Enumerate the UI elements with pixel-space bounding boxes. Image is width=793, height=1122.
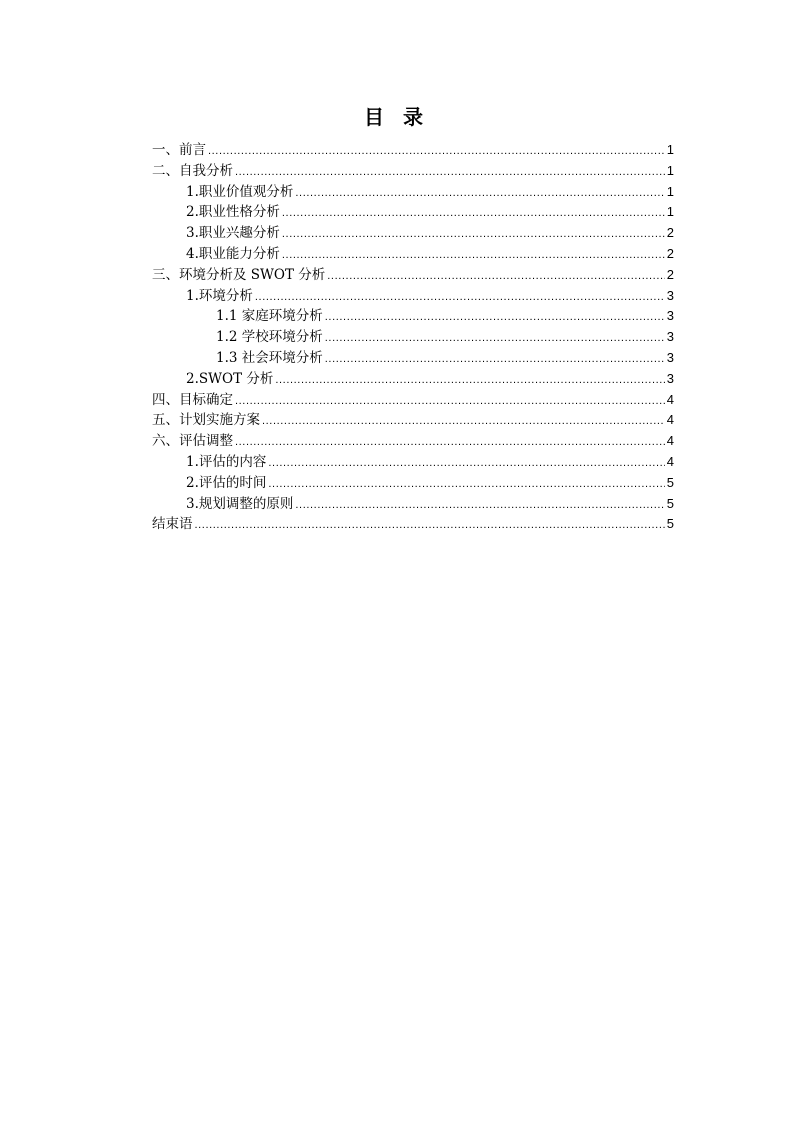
toc-title: 目 录 <box>364 105 429 129</box>
toc-entry-page-number: 5 <box>666 474 674 490</box>
toc-dot-leader <box>295 183 664 204</box>
toc-entry-page-number: 2 <box>666 225 674 241</box>
toc-dot-leader <box>235 432 665 453</box>
toc-entry-page-number: 4 <box>666 453 674 469</box>
toc-dot-leader <box>275 370 664 391</box>
toc-entry-page-number: 5 <box>666 495 674 511</box>
toc-entry[interactable] <box>152 286 674 307</box>
toc-dot-leader <box>268 474 664 495</box>
toc-entry-label: 六、评估调整 <box>152 433 233 450</box>
toc-entry-label: 1.评估的内容 <box>186 453 267 470</box>
toc-entry-page-number: 2 <box>666 266 674 282</box>
toc-entry[interactable] <box>152 161 674 182</box>
toc-dot-leader <box>195 515 665 536</box>
toc-entry-label: 1.3 社会环境分析 <box>216 349 323 366</box>
toc-entry[interactable] <box>152 514 674 535</box>
toc-entry-page-number: 2 <box>666 245 674 261</box>
toc-entry-label: 3.职业兴趣分析 <box>186 225 280 242</box>
toc-entry-page-number: 3 <box>666 329 674 345</box>
toc-dot-leader <box>282 224 665 245</box>
toc-entry[interactable] <box>152 452 674 473</box>
toc-entry-label: 2.SWOT 分析 <box>186 370 274 387</box>
toc-entry-page-number: 4 <box>666 391 674 407</box>
toc-entry[interactable] <box>152 369 674 390</box>
toc-entry[interactable] <box>152 306 674 327</box>
toc-entry-label: 一、前言 <box>152 142 206 158</box>
toc-list <box>152 140 674 535</box>
toc-entry[interactable] <box>152 140 674 161</box>
toc-dot-leader <box>235 162 665 183</box>
toc-entry-page-number: 1 <box>666 204 674 220</box>
toc-entry-label: 四、目标确定 <box>152 391 233 408</box>
toc-entry-page-number: 1 <box>666 142 674 157</box>
toc-entry[interactable] <box>152 390 674 411</box>
toc-entry[interactable] <box>152 410 674 431</box>
toc-entry[interactable] <box>152 182 674 203</box>
toc-entry-page-number: 3 <box>666 287 674 303</box>
toc-dot-leader <box>282 203 665 224</box>
toc-dot-leader <box>325 328 665 349</box>
toc-dot-leader <box>325 307 665 328</box>
toc-entry-label: 三、环境分析及 SWOT 分析 <box>152 266 326 283</box>
toc-dot-leader <box>295 495 664 516</box>
toc-entry[interactable] <box>152 244 674 265</box>
toc-entry[interactable] <box>152 265 674 286</box>
toc-entry-page-number: 3 <box>666 349 674 365</box>
toc-dot-leader <box>325 349 665 370</box>
toc-entry-label: 五、计划实施方案 <box>152 412 260 429</box>
toc-dot-leader <box>282 245 665 266</box>
toc-dot-leader <box>208 141 665 162</box>
toc-entry-label: 4.职业能力分析 <box>186 245 280 262</box>
toc-entry-label: 2.职业性格分析 <box>186 204 280 221</box>
toc-entry[interactable] <box>152 431 674 452</box>
toc-entry-label: 3.规划调整的原则 <box>186 495 294 512</box>
toc-entry-page-number: 3 <box>666 308 674 324</box>
toc-entry[interactable] <box>152 202 674 223</box>
toc-entry[interactable] <box>152 494 674 515</box>
toc-entry-page-number: 1 <box>666 183 674 199</box>
toc-entry-label: 1.环境分析 <box>186 287 253 304</box>
toc-entry-label: 2.评估的时间 <box>186 474 267 491</box>
toc-entry-label: 1.1 家庭环境分析 <box>216 308 323 325</box>
toc-dot-leader <box>235 391 665 412</box>
toc-entry-page-number: 1 <box>666 162 674 178</box>
toc-entry-page-number: 4 <box>666 412 674 428</box>
toc-entry-label: 结束语 <box>152 516 193 533</box>
toc-entry-page-number: 3 <box>666 370 674 386</box>
toc-dot-leader <box>255 287 665 308</box>
toc-entry-page-number: 4 <box>666 433 674 449</box>
toc-entry[interactable] <box>152 223 674 244</box>
toc-entry[interactable] <box>152 348 674 369</box>
toc-dot-leader <box>262 411 665 432</box>
toc-entry-label: 1.2 学校环境分析 <box>216 329 323 346</box>
toc-entry[interactable] <box>152 327 674 348</box>
toc-entry-label: 二、自我分析 <box>152 162 233 179</box>
toc-entry-page-number: 5 <box>666 516 674 532</box>
toc-entry[interactable] <box>152 473 674 494</box>
toc-dot-leader <box>268 453 664 474</box>
toc-dot-leader <box>327 266 664 287</box>
toc-entry-label: 1.职业价值观分析 <box>186 183 294 200</box>
